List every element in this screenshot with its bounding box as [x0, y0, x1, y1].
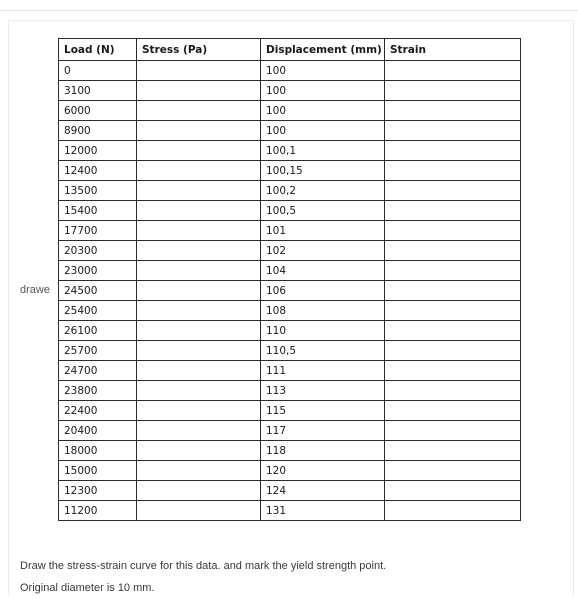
cell-displacement: 100,15: [261, 161, 385, 181]
cell-stress: [137, 361, 261, 381]
table-row: [59, 401, 521, 421]
cell-displacement: 101: [261, 221, 385, 241]
table-row: [59, 321, 521, 341]
cell-strain: [385, 321, 521, 341]
cell-displacement: 102: [261, 241, 385, 261]
data-table: [58, 38, 521, 521]
cell-load: 13500: [59, 181, 137, 201]
cell-stress: [137, 321, 261, 341]
cell-stress: [137, 101, 261, 121]
cell-load: 26100: [59, 321, 137, 341]
cell-stress: [137, 161, 261, 181]
cell-displacement: 124: [261, 481, 385, 501]
cell-strain: [385, 221, 521, 241]
table-row: [59, 301, 521, 321]
cell-load: 12000: [59, 141, 137, 161]
table-body: [59, 61, 521, 521]
cell-displacement: 100: [261, 121, 385, 141]
cell-load: 17700: [59, 221, 137, 241]
table-row: [59, 161, 521, 181]
cell-strain: [385, 401, 521, 421]
cell-strain: [385, 61, 521, 81]
cell-displacement: 100,5: [261, 201, 385, 221]
cell-load: 8900: [59, 121, 137, 141]
cell-displacement: 104: [261, 261, 385, 281]
table-row: [59, 241, 521, 261]
cell-displacement: 111: [261, 361, 385, 381]
table-row: [59, 461, 521, 481]
cell-strain: [385, 241, 521, 261]
table-row: [59, 181, 521, 201]
table-row: [59, 221, 521, 241]
cell-stress: [137, 221, 261, 241]
cell-displacement: 100,1: [261, 141, 385, 161]
cell-stress: [137, 141, 261, 161]
cell-strain: [385, 301, 521, 321]
cell-load: 24500: [59, 281, 137, 301]
cell-load: 23800: [59, 381, 137, 401]
cell-strain: [385, 501, 521, 521]
cell-load: 12400: [59, 161, 137, 181]
cell-displacement: 120: [261, 461, 385, 481]
cell-stress: [137, 401, 261, 421]
cell-stress: [137, 441, 261, 461]
table-row: [59, 481, 521, 501]
table-row: [59, 121, 521, 141]
cell-strain: [385, 341, 521, 361]
cell-stress: [137, 121, 261, 141]
cell-stress: [137, 181, 261, 201]
cell-displacement: 110: [261, 321, 385, 341]
cell-load: 24700: [59, 361, 137, 381]
table-row: [59, 441, 521, 461]
table-row: [59, 201, 521, 221]
cell-load: 3100: [59, 81, 137, 101]
cell-stress: [137, 81, 261, 101]
header-displacement: Displacement (mm): [261, 39, 385, 61]
cell-strain: [385, 81, 521, 101]
cell-strain: [385, 101, 521, 121]
cell-strain: [385, 461, 521, 481]
cell-load: 11200: [59, 501, 137, 521]
header-strain: Strain: [385, 39, 521, 61]
table-row: [59, 341, 521, 361]
table-row: [59, 381, 521, 401]
cell-strain: [385, 281, 521, 301]
cell-displacement: 100: [261, 81, 385, 101]
cell-displacement: 118: [261, 441, 385, 461]
cell-strain: [385, 361, 521, 381]
cell-displacement: 100: [261, 61, 385, 81]
instruction-line-1: Draw the stress-strain curve for this data. and mark the yield strength point.: [20, 560, 387, 572]
cell-strain: [385, 261, 521, 281]
cell-load: 0: [59, 61, 137, 81]
cell-displacement: 100: [261, 101, 385, 121]
cell-stress: [137, 501, 261, 521]
cell-load: 25400: [59, 301, 137, 321]
cell-stress: [137, 301, 261, 321]
cell-displacement: 106: [261, 281, 385, 301]
table-row: [59, 101, 521, 121]
cell-load: 6000: [59, 101, 137, 121]
cell-displacement: 110,5: [261, 341, 385, 361]
cell-stress: [137, 341, 261, 361]
cell-strain: [385, 181, 521, 201]
cell-displacement: 117: [261, 421, 385, 441]
cell-displacement: 115: [261, 401, 385, 421]
table-row: [59, 281, 521, 301]
cell-strain: [385, 481, 521, 501]
table-row: [59, 421, 521, 441]
cell-load: 25700: [59, 341, 137, 361]
cell-displacement: 108: [261, 301, 385, 321]
cell-displacement: 100,2: [261, 181, 385, 201]
cell-strain: [385, 141, 521, 161]
header-stress: Stress (Pa): [137, 39, 261, 61]
table-row: [59, 361, 521, 381]
cell-strain: [385, 161, 521, 181]
cell-stress: [137, 61, 261, 81]
cell-displacement: 131: [261, 501, 385, 521]
instructions: [20, 555, 386, 599]
cell-strain: [385, 201, 521, 221]
side-label: drawe: [20, 284, 50, 296]
cell-strain: [385, 421, 521, 441]
cell-load: 18000: [59, 441, 137, 461]
cell-load: 15000: [59, 461, 137, 481]
table-header-row: [59, 39, 521, 61]
table-row: [59, 501, 521, 521]
cell-load: 20300: [59, 241, 137, 261]
cell-load: 12300: [59, 481, 137, 501]
cell-strain: [385, 381, 521, 401]
cell-displacement: 113: [261, 381, 385, 401]
cell-strain: [385, 441, 521, 461]
cell-load: 23000: [59, 261, 137, 281]
cell-stress: [137, 421, 261, 441]
cell-stress: [137, 241, 261, 261]
cell-stress: [137, 281, 261, 301]
instruction-line-2: Original diameter is 10 mm.: [20, 582, 155, 594]
cell-strain: [385, 121, 521, 141]
cell-load: 20400: [59, 421, 137, 441]
header-load: Load (N): [59, 39, 137, 61]
cell-stress: [137, 201, 261, 221]
table-row: [59, 81, 521, 101]
table-row: [59, 141, 521, 161]
cell-load: 15400: [59, 201, 137, 221]
cell-stress: [137, 381, 261, 401]
cell-stress: [137, 481, 261, 501]
table-row: [59, 261, 521, 281]
top-divider: [0, 10, 578, 11]
cell-load: 22400: [59, 401, 137, 421]
cell-stress: [137, 461, 261, 481]
cell-stress: [137, 261, 261, 281]
table-row: [59, 61, 521, 81]
